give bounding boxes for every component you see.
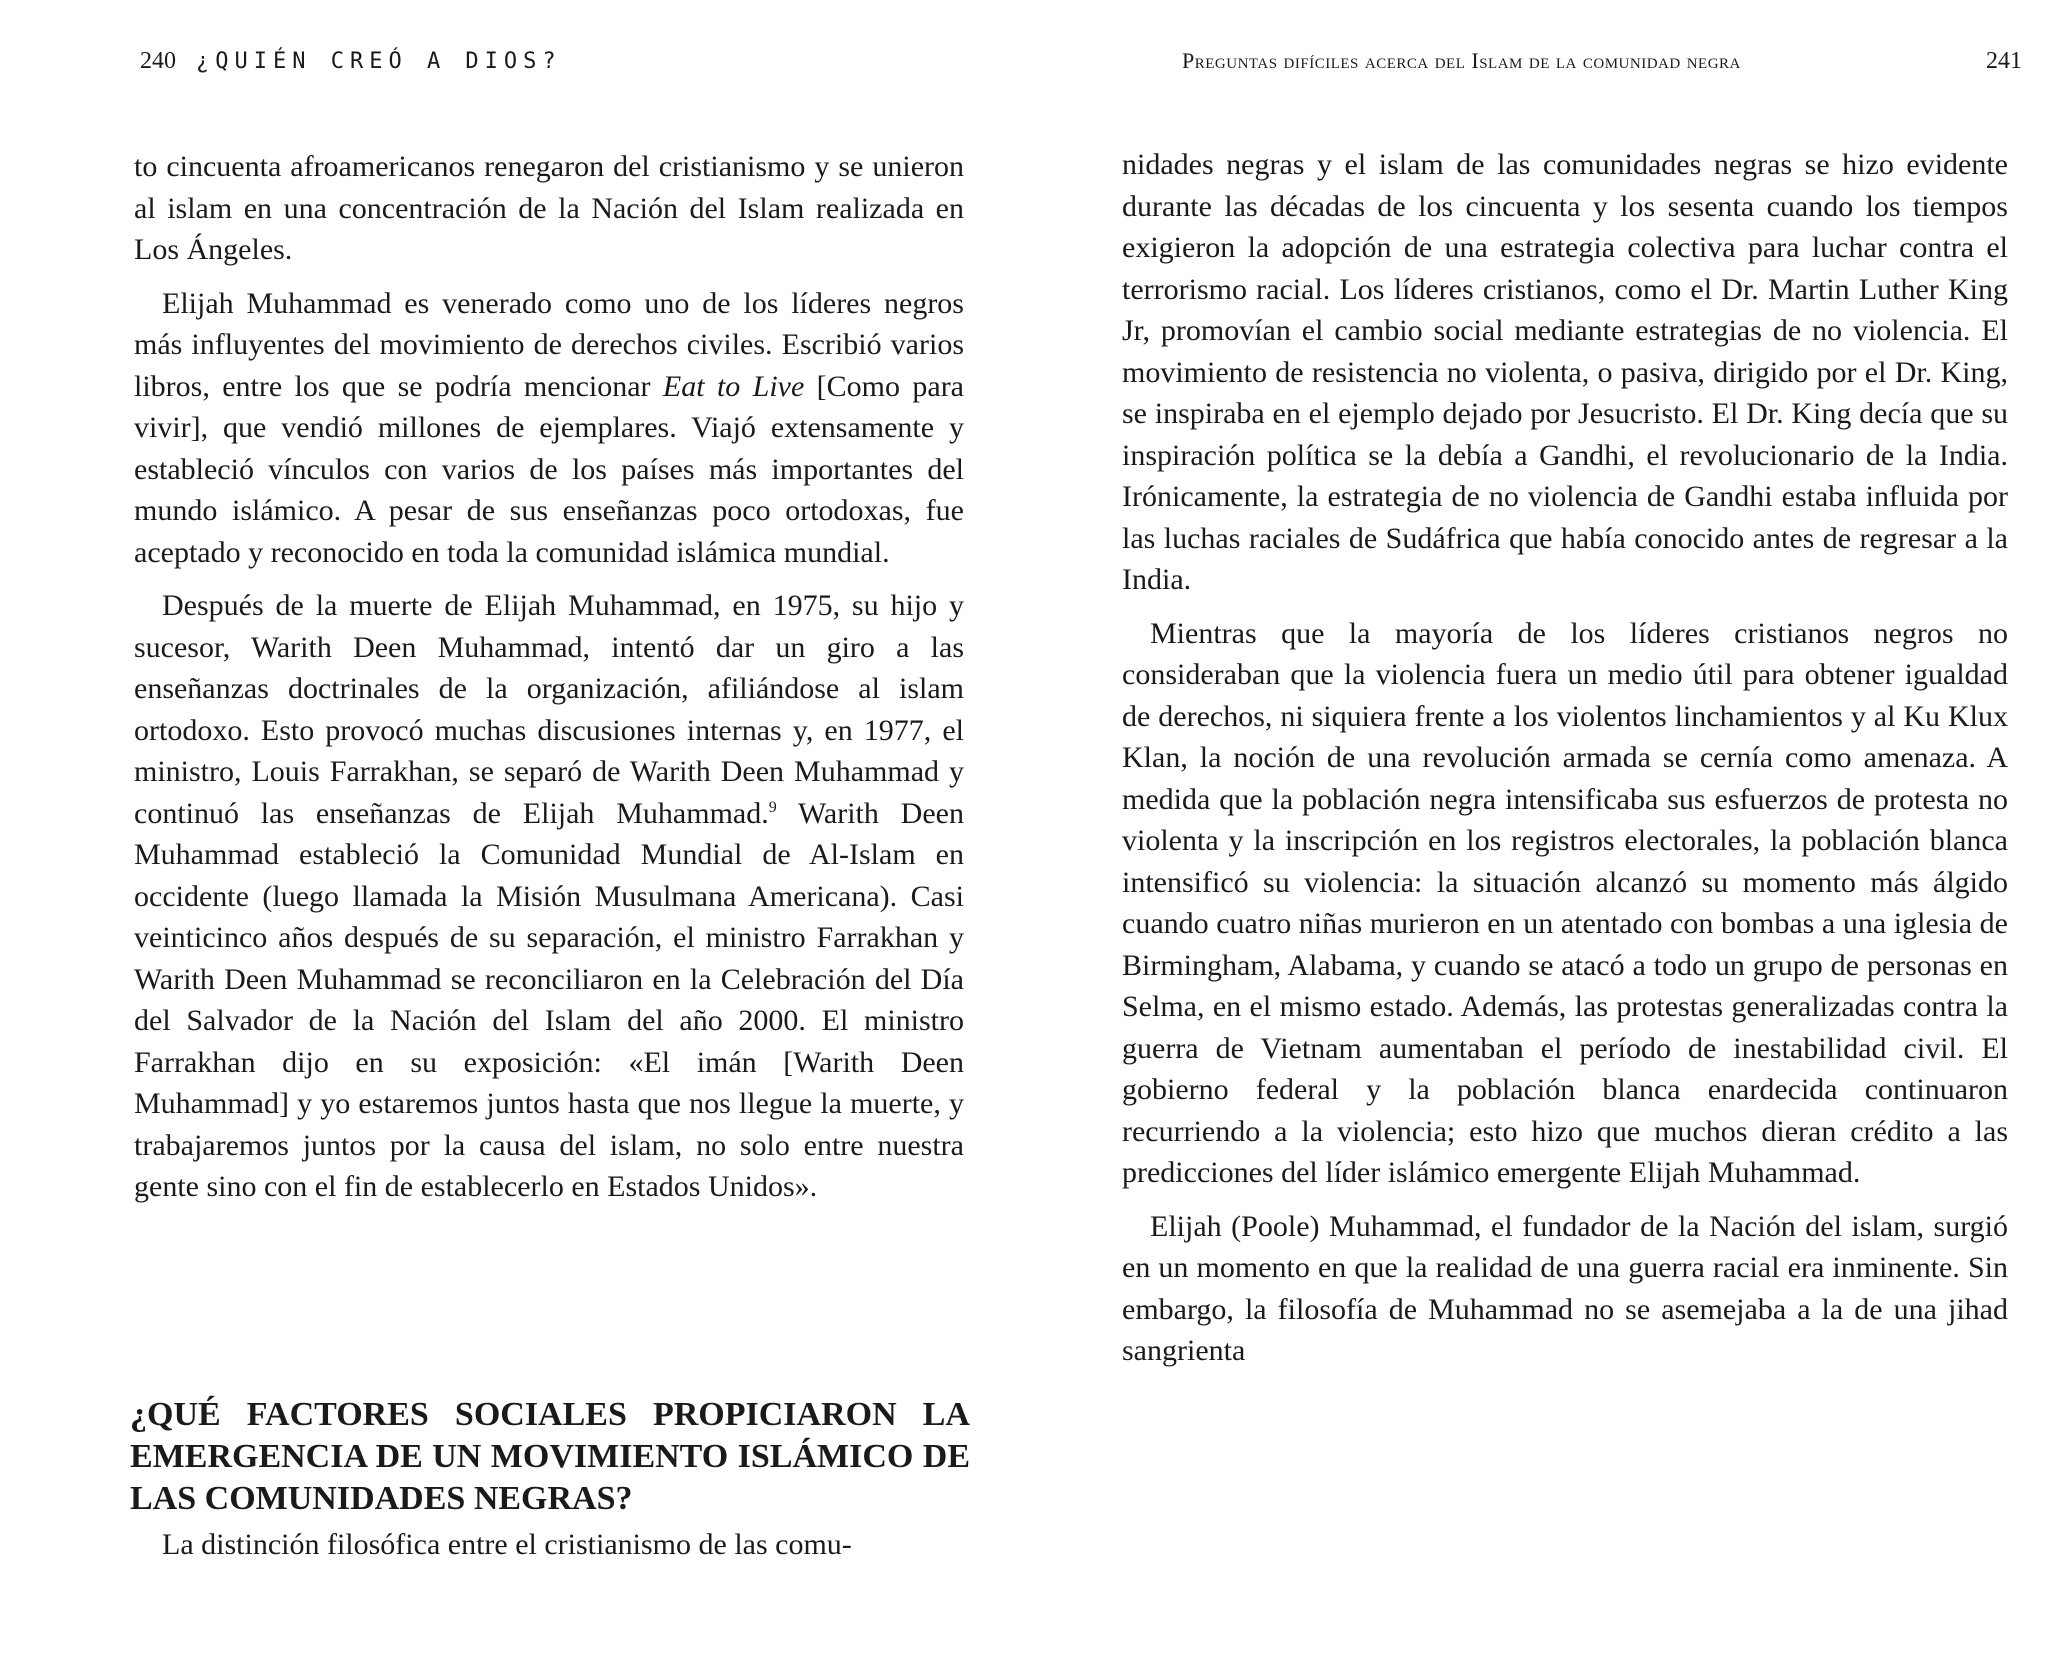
right-page (1060, 0, 2048, 1667)
right-running-head: Preguntas difíciles acerca del Islam de la comunidad negra (1182, 48, 1741, 73)
left-body-text (134, 146, 964, 1220)
left-paragraph-2-part-b: [Como para vivir], que vendió millones de ejemplares. Viajó extensamente y estableció vínculos con varios de los países más importantes del mundo islámico. A pesar de sus enseñanzas poco ortodoxas, fue aceptado y reconocido en toda la comunidad islámica mundial. (134, 369, 964, 569)
section-heading: ¿QUÉ FACTORES SOCIALES PROPICIARON LA EMERGENCIA DE UN MOVIMIENTO ISLÁMICO DE LAS COMUNIDADES NEGRAS? (130, 1396, 970, 1517)
left-running-head: ¿QUIÉN CREÓ A DIOS? (196, 49, 562, 74)
left-paragraph-3 (134, 585, 964, 1208)
right-page-number: 241 (1986, 48, 2022, 74)
left-paragraph-1: to cincuenta afroamericanos renegaron del cristianismo y se unieron al islam en una concentración de la Nación del Islam realizada en Los Ángeles. (134, 150, 964, 266)
left-page (0, 0, 1010, 1667)
right-paragraph-1: nidades negras y el islam de las comunidades negras se hizo evidente durante las décadas de los cincuenta y los sesenta cuando los tiempos exigieron la adopción de una estrategia colectiva para luchar contra el terrorismo racial. Los líderes cristianos, como el Dr. Martin Luther King Jr, promovían el cambio social mediante estrategias de no violencia. El movimiento de resistencia no violenta, o pasiva, dirigido por el Dr. King, se inspiraba en el ejemplo dejado por Jesucristo. El Dr. King decía que su inspiración política se la debía a Gandhi, el revolucionario de la India. Irónicamente, la estrategia de no violencia de Gandhi estaba influida por las luchas raciales de Sudáfrica que había conocido antes de regresar a la India. (1122, 148, 2008, 596)
right-paragraph-2: Mientras que la mayoría de los líderes cristianos negros no consideraban que la violencia fuera un medio útil para obtener igualdad de derechos, ni siquiera frente a los violentos linchamientos y al Ku Klux Klan, la noción de una revolución armada se cernía como amenaza. A medida que la población negra intensificaba sus esfuerzos de protesta no violenta y la inscripción en los registros electorales, la población blanca intensificó su violencia: la situación alcanzó su momento más álgido cuando cuatro niñas murieron en un atentado con bombas a una iglesia de Birmingham, Alabama, y cuando se atacó a todo un grupo de personas en Selma, en el mismo estado. Además, las protestas generalizadas contra la guerra de Vietnam aumentaban el período de inestabilidad civil. El gobierno federal y la población blanca enardecida continuaron recurriendo a la violencia; esto hizo que muchos dieran crédito a las predicciones del líder islámico emergente Elijah Muhammad. (1122, 616, 2008, 1189)
left-paragraph-3-part-b: Warith Deen Muhammad estableció la Comunidad Mundial de Al-Islam en occidente (luego llamada la Misión Musulmana Americana). Casi veinticinco años después de su separación, el ministro Farrakhan y Warith Deen Muhammad se reconciliaron en la Celebración del Día del Salvador de la Nación del Islam del año 2000. El ministro Farrakhan dijo en su exposición: «El imán [Warith Deen Muhammad] y yo estaremos juntos hasta que nos llegue la muerte, y trabajaremos juntos por la causa del islam, no solo entre nuestra gente sino con el fin de establecerlo en Estados Unidos». (134, 796, 964, 1203)
right-paragraph-3: Elijah (Poole) Muhammad, el fundador de la Nación del islam, surgió en un momento en que la realidad de una guerra racial era inminente. Sin embargo, la filosofía de Muhammad no se asemejaba a la de una jihad sangrienta (1122, 1209, 2008, 1367)
section-intro-line: La distinción filosófica entre el cristianismo de las comu- (162, 1528, 852, 1561)
left-page-number: 240 (140, 48, 176, 74)
left-paragraph-3-part-a: Después de la muerte de Elijah Muhammad, en 1975, su hijo y sucesor, Warith Deen Muhammad, intentó dar un giro a las enseñanzas doctrinales de la organización, afiliándose al islam ortodoxo. Esto provocó muchas discusiones internas y, en 1977, el ministro, Louis Farrakhan, se separó de Warith Deen Muhammad y continuó las enseñanzas de Elijah Muhammad. (134, 589, 964, 830)
left-paragraph-2-part-a: Elijah Muhammad es venerado como uno de los líderes negros más influyentes del movimiento de derechos civiles. Escribió varios libros, entre los que se podría mencionar (134, 286, 964, 403)
right-body-text (1122, 144, 2008, 1384)
book-title-eat-to-live: Eat to Live (662, 369, 805, 403)
left-paragraph-2 (134, 283, 964, 574)
footnote-marker: 9 (768, 798, 777, 816)
right-page-header (1182, 48, 2022, 75)
left-page-header (140, 48, 562, 75)
